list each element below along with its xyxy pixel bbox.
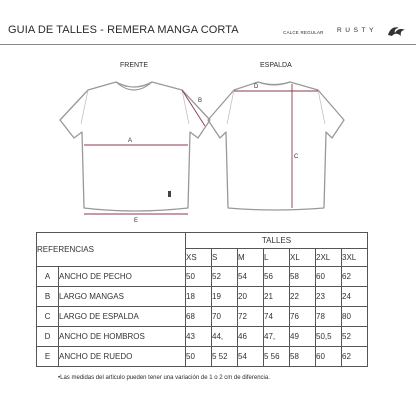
table-cell: 44, — [212, 327, 238, 347]
table-cell: 49 — [290, 327, 316, 347]
table-cell: 58 — [290, 267, 316, 287]
table-cell: 60 — [316, 347, 342, 367]
sizes-header: TALLES — [186, 233, 368, 249]
size-s: S — [212, 249, 238, 267]
table-cell: 24 — [342, 287, 368, 307]
size-3xl: 3XL — [342, 249, 368, 267]
table-cell: 46 — [238, 327, 264, 347]
measure-e-label: E — [134, 218, 139, 224]
table-cell: 20 — [238, 287, 264, 307]
size-2xl: 2XL — [316, 249, 342, 267]
table-cell: 60 — [316, 267, 342, 287]
row-letter: D — [37, 327, 59, 347]
references-header: REFERENCIAS — [37, 233, 186, 267]
table-cell: 47, — [264, 327, 290, 347]
measure-c-label: C — [294, 154, 299, 160]
measure-a-label: A — [128, 138, 133, 144]
row-letter: B — [37, 287, 59, 307]
table-cell: 21 — [264, 287, 290, 307]
table-cell: 70 — [212, 307, 238, 327]
back-label: ESPALDA — [260, 62, 292, 69]
size-m: M — [238, 249, 264, 267]
table-cell: 54 — [238, 267, 264, 287]
table-cell: 50 — [186, 347, 212, 367]
table-cell: 56 — [264, 267, 290, 287]
table-cell: 50 — [186, 267, 212, 287]
brand-name: RUSTY — [337, 27, 378, 34]
table-cell: 52 — [212, 267, 238, 287]
back-collar — [258, 82, 290, 85]
size-xs: XS — [186, 249, 212, 267]
front-tshirt-outline — [60, 82, 210, 211]
table-cell: 50,5 — [316, 327, 342, 347]
table-row — [37, 307, 368, 327]
front-collar — [116, 82, 152, 90]
front-label: FRENTE — [120, 62, 148, 69]
table-cell: 43 — [186, 327, 212, 347]
table-cell: 74 — [264, 307, 290, 327]
table-cell: 62 — [342, 267, 368, 287]
fit-label: CALCE REGULAR — [283, 30, 324, 35]
back-tshirt-outline — [208, 82, 344, 210]
measure-d-label: D — [254, 84, 259, 90]
table-row — [37, 327, 368, 347]
table-cell: 62 — [342, 347, 368, 367]
brand-wave-logo-icon — [386, 24, 408, 38]
table-row — [37, 347, 368, 367]
row-letter: E — [37, 347, 59, 367]
table-cell: 80 — [342, 307, 368, 327]
table-cell: 78 — [316, 307, 342, 327]
size-table — [36, 232, 368, 367]
row-name: ANCHO DE RUEDO — [59, 347, 186, 367]
back-tshirt-diagram — [200, 78, 360, 228]
table-cell: 76 — [290, 307, 316, 327]
table-cell: 18 — [186, 287, 212, 307]
header — [0, 0, 416, 44]
table-cell: 19 — [212, 287, 238, 307]
front-tag — [168, 191, 171, 197]
row-name: ANCHO DE PECHO — [59, 267, 186, 287]
table-row — [37, 287, 368, 307]
table-cell: 52 — [342, 327, 368, 347]
size-xl: XL — [290, 249, 316, 267]
row-letter: A — [37, 267, 59, 287]
footnote: •Las medidas del articulo pueden tener una variación de 1 o 2 cm de diferencia. — [58, 375, 270, 381]
measure-b-label: B — [198, 98, 203, 104]
table-cell: 58 — [290, 347, 316, 367]
table-cell: 5 56 — [264, 347, 290, 367]
table-cell: 23 — [316, 287, 342, 307]
table-cell: 54 — [238, 347, 264, 367]
header-divider — [0, 44, 416, 45]
table-cell: 68 — [186, 307, 212, 327]
row-name: LARGO MANGAS — [59, 287, 186, 307]
size-l: L — [264, 249, 290, 267]
row-letter: C — [37, 307, 59, 327]
table-cell: 72 — [238, 307, 264, 327]
row-name: ANCHO DE HOMBROS — [59, 327, 186, 347]
page-title: GUIA DE TALLES - REMERA MANGA CORTA — [8, 24, 239, 36]
table-cell: 22 — [290, 287, 316, 307]
table-row — [37, 267, 368, 287]
table-cell: 5 52 — [212, 347, 238, 367]
row-name: LARGO DE ESPALDA — [59, 307, 186, 327]
